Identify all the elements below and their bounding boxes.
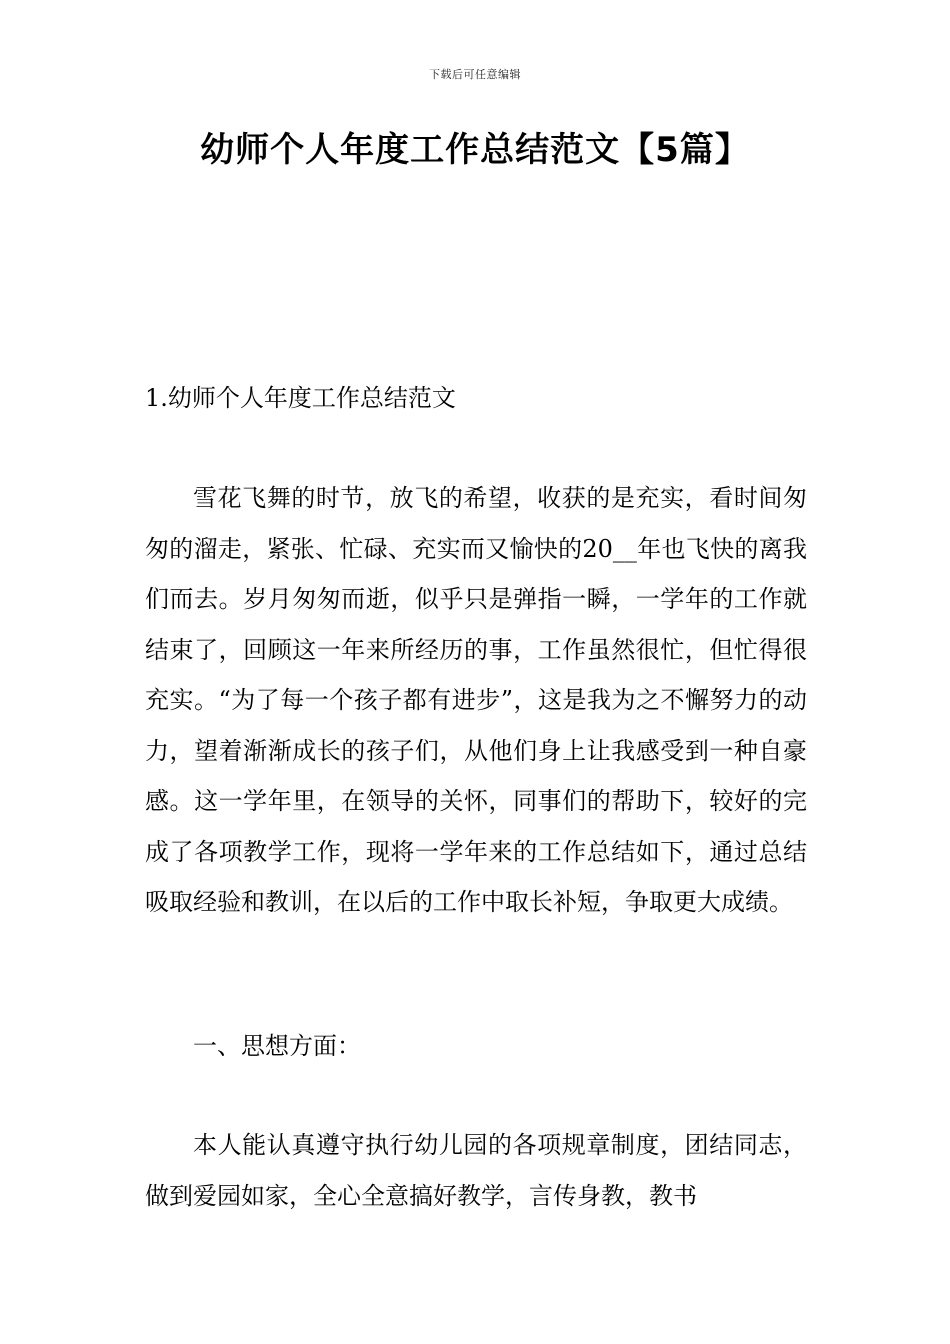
body-paragraph: 雪花飞舞的时节，放飞的希望，收获的是充实，看时间匆匆的溜走，紧张、忙碌、充实而又愉快的20__年也飞快的离我们而去。岁月匆匆而逝，似乎只是弹指一瞬，一学年的工作就结束了，回顾这一年来所经历的事，工作虽然很忙，但忙得很充实。“为了每一个孩子都有进步”，这是我为之不懈努力的动力，望着渐渐成长的孩子们，从他们身上让我感受到一种自豪感。这一学年里，在领导的关怀，同事们的帮助下，较好的完成了各项教学工作，现将一学年来的工作总结如下，通过总结吸取经验和教训，在以后的工作中取长补短，争取更大成绩。 [145,484,807,916]
document-title: 幼师个人年度工作总结范文【5篇】 [200,130,750,170]
section-heading: 1.幼师个人年度工作总结范文 [145,384,456,412]
body-paragraph: 本人能认真遵守执行幼儿园的各项规章制度，团结同志，做到爱园如家，全心全意搞好教学，言传身教，教书 [145,1131,807,1210]
sub-heading: 一、思想方面： [193,1032,361,1060]
header-note: 下载后可任意编辑 [429,68,521,81]
